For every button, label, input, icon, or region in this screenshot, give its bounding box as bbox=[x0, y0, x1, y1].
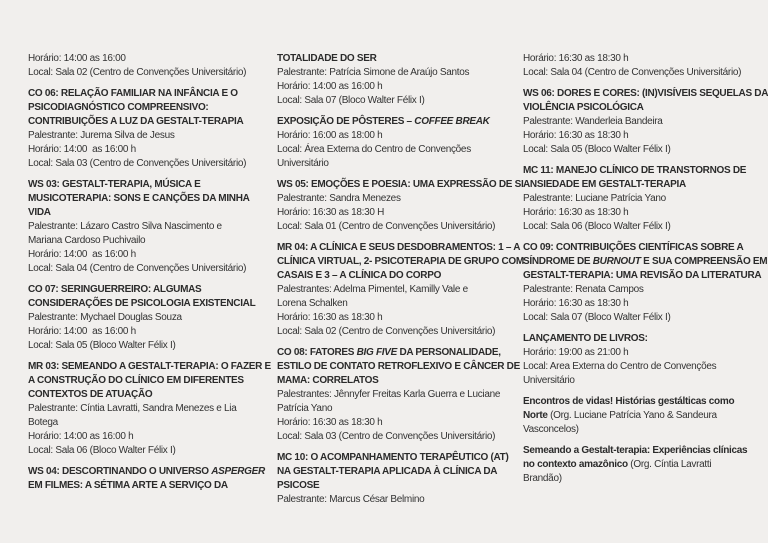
text-line bbox=[523, 164, 768, 178]
text-segment: MAMA: CORRELATOS bbox=[277, 375, 379, 386]
text-segment: VIOLÊNCIA PSICOLÓGICA bbox=[523, 102, 644, 113]
text-segment: CO 09: CONTRIBUIÇÕES CIENTÍFICAS SOBRE A bbox=[523, 242, 744, 253]
text-line bbox=[523, 101, 768, 115]
text-line bbox=[28, 262, 271, 276]
text-segment: Palestrante: Renata Campos bbox=[523, 284, 644, 295]
text-segment: Local: Sala 05 (Bloco Walter Félix I) bbox=[28, 340, 176, 351]
text-line bbox=[277, 115, 524, 129]
session-block bbox=[523, 164, 768, 234]
text-segment: Local: Sala 03 (Centro de Convenções Universitário) bbox=[28, 158, 247, 169]
text-line bbox=[277, 80, 524, 94]
text-line bbox=[523, 87, 768, 101]
text-line bbox=[523, 297, 768, 311]
text-segment: A CONSTRUÇÃO DO CLÍNICO EM DIFERENTES bbox=[28, 375, 244, 386]
text-line bbox=[523, 444, 768, 458]
text-segment: Palestrante: Patrícia Simone de Araújo Santos bbox=[277, 67, 470, 78]
text-segment: MR 03: SEMEANDO A GESTALT-TERAPIA: O FAZER E bbox=[28, 361, 271, 372]
text-segment: Encontros de vidas! Histórias gestálticas como bbox=[523, 396, 735, 407]
text-line bbox=[277, 479, 524, 493]
text-segment: Brandão) bbox=[523, 473, 562, 484]
session-block bbox=[28, 52, 271, 80]
text-segment: MUSICOTERAPIA: SONS E CANÇÕES DA MINHA bbox=[28, 193, 250, 204]
text-segment: Universitário bbox=[277, 158, 329, 169]
text-line bbox=[28, 157, 271, 171]
text-segment: Palestrante: Cíntia Lavratti, Sandra Menezes e Lia bbox=[28, 403, 237, 414]
text-segment: Horário: 16:30 as 18:30 h bbox=[523, 207, 629, 218]
text-line bbox=[28, 374, 271, 388]
text-line bbox=[523, 360, 768, 374]
text-line bbox=[28, 129, 271, 143]
text-segment: Botega bbox=[28, 417, 58, 428]
text-segment: DA PERSONALIDADE, bbox=[396, 347, 501, 358]
text-segment: Local: Sala 02 (Centro de Convenções Universitário) bbox=[28, 67, 247, 78]
text-segment: VIDA bbox=[28, 207, 51, 218]
text-segment: Palestrante: Wanderleia Bandeira bbox=[523, 116, 663, 127]
text-segment: Mariana Cardoso Puchivailo bbox=[28, 235, 146, 246]
text-line bbox=[28, 248, 271, 262]
text-segment: Horário: 16:30 as 18:30 h bbox=[277, 417, 383, 428]
text-segment: WS 05: EMOÇÕES E POESIA: UMA EXPRESSÃO DE SI bbox=[277, 179, 524, 190]
text-line bbox=[277, 451, 524, 465]
text-segment: Vasconcelos) bbox=[523, 424, 579, 435]
text-segment: Palestrante: Luciane Patrícia Yano bbox=[523, 193, 666, 204]
text-line bbox=[28, 479, 271, 493]
text-segment: Semeando a Gestalt-terapia: Experiências clínicas bbox=[523, 445, 748, 456]
text-segment: Local: Sala 06 (Bloco Walter Félix I) bbox=[523, 221, 671, 232]
text-line bbox=[277, 493, 524, 507]
text-line bbox=[523, 472, 768, 486]
text-segment: Norte bbox=[523, 410, 548, 421]
text-segment: WS 04: DESCORTINANDO O UNIVERSO bbox=[28, 466, 212, 477]
text-segment: Lorena Schalken bbox=[277, 298, 348, 309]
text-segment: Horário: 14:00 as 16:00 h bbox=[28, 431, 134, 442]
text-line bbox=[28, 115, 271, 129]
text-line bbox=[277, 283, 524, 297]
text-line bbox=[523, 269, 768, 283]
text-segment: GESTALT-TERAPIA: UMA REVISÃO DA LITERATURA bbox=[523, 270, 762, 281]
text-segment: Local: Sala 07 (Bloco Walter Félix I) bbox=[277, 95, 425, 106]
text-segment: no contexto amazônico bbox=[523, 459, 628, 470]
text-segment: Horário: 16:30 as 18:30 h bbox=[523, 53, 629, 64]
session-block bbox=[28, 465, 271, 493]
text-segment: Horário: 14:00 as 16:00 h bbox=[28, 249, 136, 260]
text-segment: Local: Area Externa do Centro de Convenções bbox=[523, 361, 717, 372]
text-line bbox=[277, 430, 524, 444]
program-column-1 bbox=[28, 52, 271, 500]
text-line bbox=[523, 458, 768, 472]
text-segment: Patrícia Yano bbox=[277, 403, 333, 414]
text-segment: Horário: 16:30 as 18:30 h bbox=[277, 312, 383, 323]
text-segment: PSICODIAGNÓSTICO COMPREENSIVO: bbox=[28, 102, 209, 113]
text-line bbox=[277, 346, 524, 360]
text-segment: Local: Sala 03 (Centro de Convenções Universitário) bbox=[277, 431, 496, 442]
text-segment: Local: Sala 06 (Bloco Walter Félix I) bbox=[28, 445, 176, 456]
text-line bbox=[28, 360, 271, 374]
text-line bbox=[28, 101, 271, 115]
text-segment: (Org. Luciane Patrícia Yano & Sandeura bbox=[547, 410, 717, 421]
text-line bbox=[277, 143, 524, 157]
text-line bbox=[277, 220, 524, 234]
text-segment: ASPERGER bbox=[211, 466, 265, 477]
text-segment: Palestrante: Mychael Douglas Souza bbox=[28, 312, 182, 323]
session-block bbox=[523, 395, 768, 437]
text-segment: Local: Sala 04 (Centro de Convenções Universitário) bbox=[28, 263, 247, 274]
text-segment: Horário: 14:00 as 16:00 h bbox=[28, 326, 136, 337]
text-segment: Palestrantes: Adelma Pimentel, Kamilly Vale e bbox=[277, 284, 468, 295]
text-segment: Local: Sala 01 (Centro de Convenções Universitário) bbox=[277, 221, 496, 232]
text-segment: CASAIS E 3 – A CLÍNICA DO CORPO bbox=[277, 270, 442, 281]
text-line bbox=[523, 374, 768, 388]
text-line bbox=[277, 374, 524, 388]
session-block bbox=[28, 360, 271, 458]
session-block bbox=[523, 87, 768, 157]
text-segment: Horário: 16:30 as 18:30 H bbox=[277, 207, 385, 218]
text-line bbox=[523, 52, 768, 66]
text-line bbox=[28, 52, 271, 66]
session-block bbox=[28, 283, 271, 353]
session-block bbox=[28, 178, 271, 276]
text-line bbox=[277, 94, 524, 108]
text-line bbox=[277, 241, 524, 255]
text-line bbox=[28, 325, 271, 339]
text-segment: NA GESTALT-TERAPIA APLICADA À CLÍNICA DA bbox=[277, 466, 498, 477]
session-block bbox=[277, 241, 524, 339]
text-line bbox=[523, 115, 768, 129]
text-line bbox=[277, 206, 524, 220]
text-line bbox=[28, 178, 271, 192]
text-line bbox=[28, 66, 271, 80]
text-segment: CONTEXTOS DE ATUAÇÃO bbox=[28, 389, 153, 400]
text-segment: MC 10: O ACOMPANHAMENTO TERAPÊUTICO (AT) bbox=[277, 452, 509, 463]
session-block bbox=[277, 451, 524, 507]
text-line bbox=[277, 465, 524, 479]
text-line bbox=[277, 66, 524, 80]
text-segment: ESTILO DE CONTATO RETROFLEXIVO E CÂNCER DE bbox=[277, 361, 520, 372]
text-line bbox=[523, 129, 768, 143]
text-segment: Local: Sala 07 (Bloco Walter Félix I) bbox=[523, 312, 671, 323]
text-line bbox=[28, 444, 271, 458]
text-line bbox=[523, 192, 768, 206]
text-segment: EM FILMES: A SÉTIMA ARTE A SERVIÇO DA bbox=[28, 480, 228, 491]
session-block bbox=[277, 52, 524, 108]
text-segment: E SUA COMPREENSÃO EM bbox=[640, 256, 768, 267]
text-line bbox=[277, 192, 524, 206]
text-segment: CONSIDERAÇÕES DE PSICOLOGIA EXISTENCIAL bbox=[28, 298, 256, 309]
text-segment: Horário: 16:00 as 18:00 h bbox=[277, 130, 383, 141]
text-segment: Palestrante: Marcus César Belmino bbox=[277, 494, 425, 505]
text-line bbox=[277, 416, 524, 430]
text-line bbox=[523, 206, 768, 220]
text-line bbox=[277, 311, 524, 325]
text-segment: Palestrante: Jurema Silva de Jesus bbox=[28, 130, 175, 141]
text-line bbox=[28, 465, 271, 479]
text-segment: WS 06: DORES E CORES: (IN)VISÍVEIS SEQUELAS DA bbox=[523, 88, 768, 99]
text-line bbox=[523, 255, 768, 269]
text-segment: Horário: 14:00 as 16:00 h bbox=[277, 81, 383, 92]
text-line bbox=[28, 311, 271, 325]
text-line bbox=[523, 220, 768, 234]
text-line bbox=[277, 269, 524, 283]
text-segment: PSICOSE bbox=[277, 480, 320, 491]
text-segment: MR 04: A CLÍNICA E SEUS DESDOBRAMENTOS: 1 – A bbox=[277, 242, 521, 253]
text-segment: ANSIEDADE EM GESTALT-TERAPIA bbox=[523, 179, 686, 190]
session-block bbox=[523, 444, 768, 486]
text-line bbox=[277, 297, 524, 311]
text-line bbox=[277, 157, 524, 171]
program-column-3 bbox=[523, 52, 768, 493]
text-segment: Horário: 19:00 as 21:00 h bbox=[523, 347, 629, 358]
text-line bbox=[28, 143, 271, 157]
text-line bbox=[523, 395, 768, 409]
text-line bbox=[277, 325, 524, 339]
text-line bbox=[28, 430, 271, 444]
text-segment: CO 06: RELAÇÃO FAMILIAR NA INFÂNCIA E O bbox=[28, 88, 238, 99]
text-line bbox=[277, 129, 524, 143]
session-block bbox=[523, 52, 768, 80]
text-line bbox=[28, 192, 271, 206]
text-line bbox=[28, 339, 271, 353]
text-line bbox=[28, 283, 271, 297]
text-segment: BIG FIVE bbox=[356, 347, 397, 358]
text-line bbox=[523, 143, 768, 157]
text-segment: Local: Sala 02 (Centro de Convenções Universitário) bbox=[277, 326, 496, 337]
text-segment: Local: Sala 05 (Bloco Walter Félix I) bbox=[523, 144, 671, 155]
text-segment: Horário: 16:30 as 18:30 h bbox=[523, 130, 629, 141]
text-line bbox=[523, 332, 768, 346]
text-segment: TOTALIDADE DO SER bbox=[277, 53, 377, 64]
text-line bbox=[277, 52, 524, 66]
text-segment: CO 08: FATORES bbox=[277, 347, 357, 358]
session-block bbox=[277, 115, 524, 171]
text-segment: EXPOSIÇÃO DE PÔSTERES – bbox=[277, 116, 415, 127]
text-line bbox=[523, 423, 768, 437]
session-block bbox=[523, 332, 768, 388]
text-segment: LANÇAMENTO DE LIVROS: bbox=[523, 333, 648, 344]
session-block bbox=[28, 87, 271, 171]
text-line bbox=[28, 206, 271, 220]
session-block bbox=[277, 346, 524, 444]
text-segment: (Org. Cíntia Lavratti bbox=[627, 459, 712, 470]
text-segment: MC 11: MANEJO CLÍNICO DE TRANSTORNOS DE bbox=[523, 165, 747, 176]
text-line bbox=[277, 388, 524, 402]
text-segment: CLÍNICA VIRTUAL, 2- PSICOTERAPIA DE GRUPO COM bbox=[277, 256, 524, 267]
text-line bbox=[28, 388, 271, 402]
text-segment: Palestrante: Sandra Menezes bbox=[277, 193, 401, 204]
text-line bbox=[523, 241, 768, 255]
text-segment: COFFEE BREAK bbox=[414, 116, 490, 127]
text-line bbox=[277, 360, 524, 374]
text-segment: WS 03: GESTALT-TERAPIA, MÚSICA E bbox=[28, 179, 201, 190]
session-block bbox=[523, 241, 768, 325]
text-line bbox=[277, 402, 524, 416]
text-line bbox=[523, 66, 768, 80]
text-line bbox=[28, 220, 271, 234]
text-segment: Local: Área Externa do Centro de Convenções bbox=[277, 144, 471, 155]
text-line bbox=[523, 283, 768, 297]
text-line bbox=[523, 409, 768, 423]
text-line bbox=[523, 178, 768, 192]
text-line bbox=[28, 402, 271, 416]
text-line bbox=[277, 178, 524, 192]
text-segment: Horário: 14:00 as 16:00 bbox=[28, 53, 126, 64]
text-segment: Palestrante: Lázaro Castro Silva Nascimento e bbox=[28, 221, 222, 232]
text-segment: Local: Sala 04 (Centro de Convenções Universitário) bbox=[523, 67, 742, 78]
text-line bbox=[28, 234, 271, 248]
text-line bbox=[28, 297, 271, 311]
text-segment: Palestrantes: Jênnyfer Freitas Karla Guerra e Luciane bbox=[277, 389, 501, 400]
program-column-2 bbox=[277, 52, 524, 514]
session-block bbox=[277, 178, 524, 234]
text-segment: SÍNDROME DE bbox=[523, 256, 593, 267]
text-segment: BURNOUT bbox=[592, 256, 641, 267]
text-line bbox=[523, 311, 768, 325]
text-segment: Universitário bbox=[523, 375, 575, 386]
text-segment: CONTRIBUIÇÕES A LUZ DA GESTALT-TERAPIA bbox=[28, 116, 244, 127]
text-segment: CO 07: SERINGUERREIRO: ALGUMAS bbox=[28, 284, 202, 295]
text-segment: Horário: 16:30 as 18:30 h bbox=[523, 298, 629, 309]
text-line bbox=[28, 416, 271, 430]
text-line bbox=[523, 346, 768, 360]
text-line bbox=[28, 87, 271, 101]
text-line bbox=[277, 255, 524, 269]
text-segment: Horário: 14:00 as 16:00 h bbox=[28, 144, 136, 155]
